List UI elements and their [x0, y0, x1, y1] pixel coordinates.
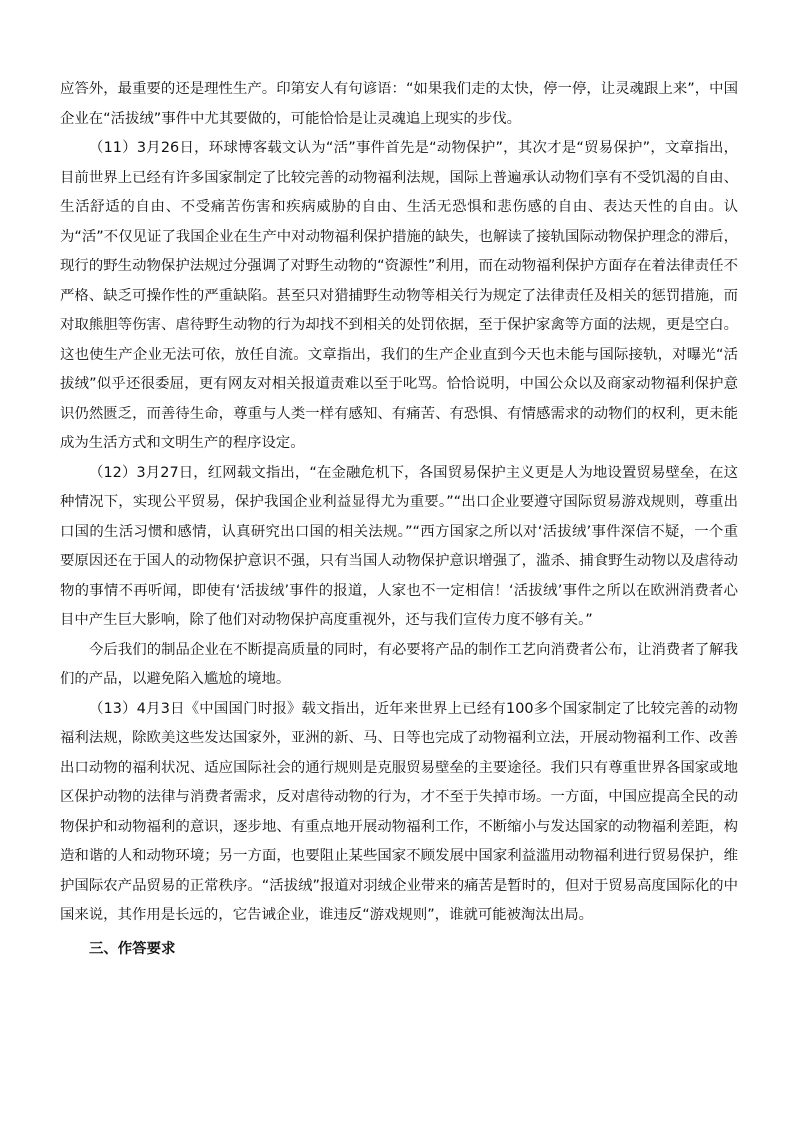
paragraph-suggestion: 今后我们的制品企业在不断提高质量的同时，有必要将产品的制作工艺向消费者公布，让消费者了解我们的产品，以避免陷入尴尬的境地。: [60, 641, 738, 687]
paragraph-continuation: 应答外，最重要的还是理性生产。印第安人有句谚语：“如果我们走的太快，停一停，让灵魂跟上来”，中国企业在“活拔绒”事件中尤其要做的，可能恰恰是让灵魂追上现实的步伐。: [60, 81, 738, 127]
document-body: [60, 75, 738, 964]
section-heading: 三、作答要求: [89, 940, 176, 957]
paragraph-item-13: （13）4月3日《中国国门时报》载文指出，近年来世界上已经有100多个国家制定了比较完善的动物福利法规，除欧美这些发达国家外，亚洲的新、马、日等也完成了动物福利立法，开展动物福利工作、改善出口动物的福利状况、适应国际社会的通行规则是克服贸易壁垒的主要途径。我们只有尊重世界各国家或地区保护动物的法律与消费者需求，反对虐待动物的行为，才不至于失掉市场。一方面，中国应提高全民的动物保护和动物福利的意识，逐步地、有重点地开展动物福利工作，不断缩小与发达国家的动物福利差距，构造和谐的人和动物环境；另一方面，也要阻止某些国家不顾发展中国家利益滥用动物福利进行贸易保护，维护国际农产品贸易的正常秩序。“活拔绒”报道对羽绒企业带来的痛苦是暂时的，但对于贸易高度国际化的中国来说，其作用是长远的，它告诫企业，谁违反“游戏规则”，谁就可能被淘汰出局。: [60, 700, 738, 923]
paragraph-item-11: （11）3月26日，环球博客载文认为“活”事件首先是“动物保护”，其次才是“贸易保护”，文章指出，目前世界上已经有许多国家制定了比较完善的动物福利法规，国际上普遍承认动物们享有不受饥渴的自由、生活舒适的自由、不受痛苦伤害和疾病威胁的自由、生活无恐惧和悲伤感的自由、表达天性的自由。认为“活”不仅见证了我国企业在生产中对动物福利保护措施的缺失，也解读了接轨国际动物保护理念的滞后，现行的野生动物保护法规过分强调了对野生动物的“资源性”利用，而在动物福利保护方面存在着法律责任不严格、缺乏可操作性的严重缺陷。甚至只对猎捕野生动物等相关行为规定了法律责任及相关的惩罚措施，而对取熊胆等伤害、虐待野生动物的行为却找不到相关的处罚依据，至于保护家禽等方面的法规，更是空白。这也使生产企业无法可依，放任自流。文章指出，我们的生产企业直到今天也未能与国际接轨，对曝光“活拔绒”似乎还很委屈，更有网友对相关报道责难以至于叱骂。恰恰说明，中国公众以及商家动物福利保护意识仍然匮乏，而善待生命，尊重与人类一样有感知、有痛苦、有恐惧、有情感需求的动物们的权利，更未能成为生活方式和文明生产的程序设定。: [60, 140, 738, 451]
paragraph-item-12: （12）3月27日，红网载文指出，“在金融危机下，各国贸易保护主义更是人为地设置贸易壁垒，在这种情况下，实现公平贸易，保护我国企业利益显得尤为重要。”“出口企业要遵守国际贸易游戏规则，尊重出口国的生活习惯和感情，认真研究出口国的相关法规。”“西方国家之所以对‘活拔绒’事件深信不疑，一个重要原因还在于国人的动物保护意识不强，只有当国人动物保护意识增强了，滥杀、捕食野生动物以及虐待动物的事情不再听闻，即使有‘活拔绒’事件的报道，人家也不一定相信！‘活拔绒’事件之所以在欧洲消费者心目中产生巨大影响，除了他们对动物保护高度重视外，还与我们宣传力度不够有关。”: [60, 464, 738, 628]
